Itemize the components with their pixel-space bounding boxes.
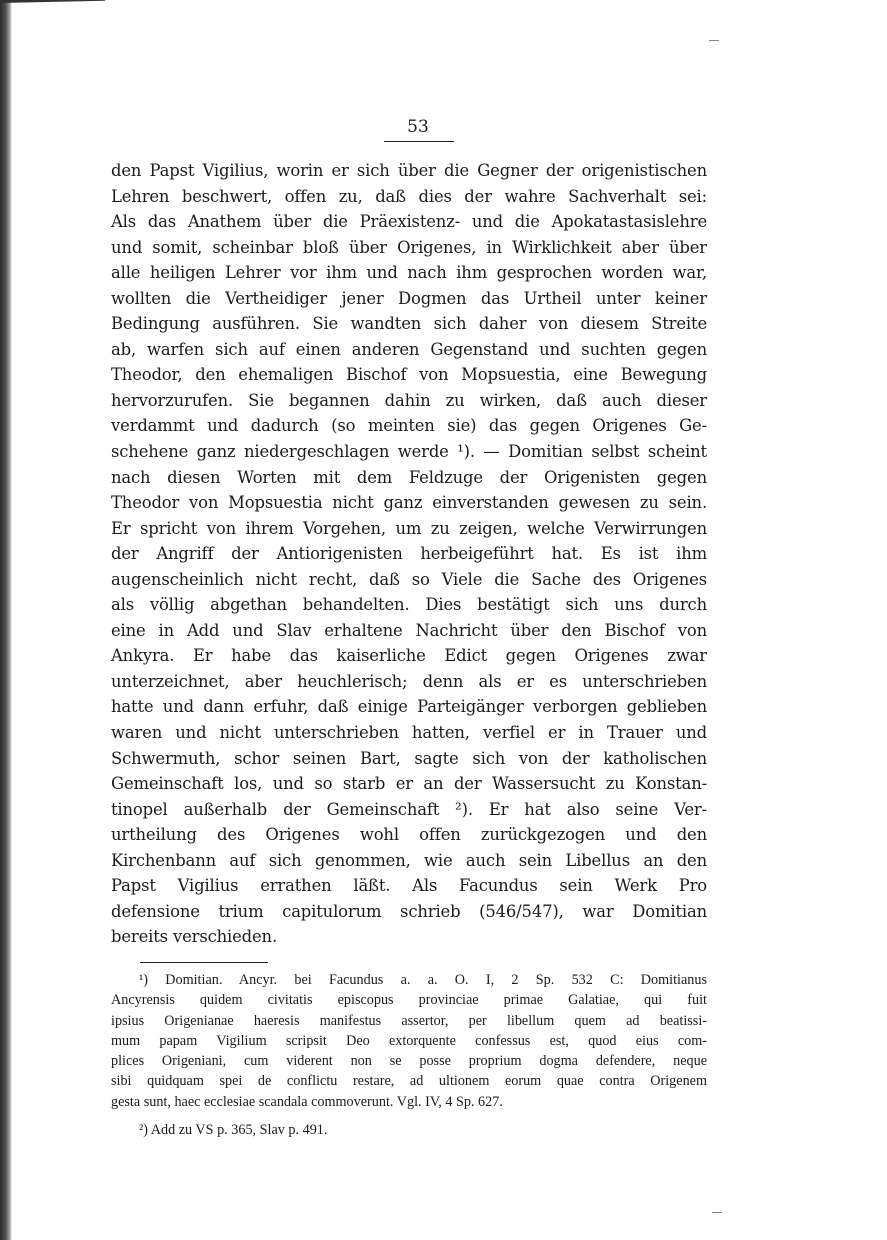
text-line: Gemeinschaft los, und so starb er an der Wassersucht zu Konstan- bbox=[111, 774, 707, 794]
footnote-line: Ancyrensis quidem civitatis episcopus provinciae primae Galatiae, qui fuit bbox=[111, 992, 707, 1009]
footnote-line: mum papam Vigilium scripsit Deo extorquente confessus est, quod eius com- bbox=[111, 1032, 707, 1049]
text-line: nach diesen Worten mit dem Feldzuge der Origenisten gegen bbox=[111, 467, 707, 487]
text-line: Theodor, den ehemaligen Bischof von Mopsuestia, eine Bewegung bbox=[111, 365, 707, 385]
scan-top-edge bbox=[0, 0, 105, 13]
scan-mark bbox=[709, 40, 719, 41]
body-text bbox=[111, 158, 707, 950]
page-number-rule bbox=[384, 141, 454, 142]
page-number: 53 bbox=[407, 117, 429, 137]
footnotes bbox=[111, 970, 707, 1140]
text-line: wollten die Vertheidiger jener Dogmen das Urtheil unter keiner bbox=[111, 288, 707, 308]
text-line: bereits verschieden. bbox=[111, 927, 278, 947]
text-line: und somit, scheinbar bloß über Origenes, in Wirklichkeit aber über bbox=[111, 237, 707, 257]
text-line: alle heiligen Lehrer vor ihm und nach ihm gesprochen worden war, bbox=[111, 263, 707, 283]
text-line: hervorzurufen. Sie begannen dahin zu wirken, daß auch dieser bbox=[111, 390, 707, 410]
footnote-line: plices Origeniani, cum viderent non se posse proprium dogma defendere, neque bbox=[111, 1053, 707, 1070]
text-line: eine in Add und Slav erhaltene Nachricht über den Bischof von bbox=[111, 620, 707, 640]
text-line: Theodor von Mopsuestia nicht ganz einverstanden gewesen zu sein. bbox=[111, 493, 707, 513]
text-line: Bedingung ausführen. Sie wandten sich daher von diesem Streite bbox=[111, 314, 707, 334]
text-line: der Angriff der Antiorigenisten herbeigeführt hat. Es ist ihm bbox=[111, 544, 707, 564]
text-line: Kirchenbann auf sich genommen, wie auch sein Libellus an den bbox=[111, 850, 707, 870]
text-line: schehene ganz niedergeschlagen werde ¹). — Domitian selbst scheint bbox=[111, 442, 707, 462]
text-line: Lehren beschwert, offen zu, daß dies der wahre Sachverhalt sei: bbox=[111, 186, 707, 206]
footnote-line: ¹) Domitian. Ancyr. bei Facundus a. a. O. I, 2 Sp. 532 C: Domitianus bbox=[139, 972, 707, 988]
footnote-line: sibi quidquam spei de conflictu restare, ad ultionem eorum quae contra Origenem bbox=[111, 1073, 707, 1090]
text-line: defensione trium capitulorum schrieb (546/547), war Domitian bbox=[111, 901, 707, 921]
footnote-1 bbox=[111, 970, 707, 1112]
text-line: Als das Anathem über die Präexistenz- und die Apokatastasislehre bbox=[111, 212, 707, 232]
footnote-line: ipsius Origenianae haeresis manifestus assertor, per libellum quem ad beatissi- bbox=[111, 1012, 707, 1029]
text-line: hatte und dann erfuhr, daß einige Parteigänger verborgen geblieben bbox=[111, 697, 707, 717]
text-line: tinopel außerhalb der Gemeinschaft ²). Er hat also seine Ver- bbox=[111, 799, 707, 819]
text-line: den Papst Vigilius, worin er sich über die Gegner der origenistischen bbox=[111, 161, 707, 180]
text-line: augenscheinlich nicht recht, daß so Viele die Sache des Origenes bbox=[111, 569, 707, 589]
footnote-separator bbox=[140, 962, 268, 963]
text-line: Ankyra. Er habe das kaiserliche Edict gegen Origenes zwar bbox=[111, 646, 707, 666]
text-line: ab, warfen sich auf einen anderen Gegenstand und suchten gegen bbox=[111, 339, 707, 359]
scan-left-edge bbox=[0, 0, 12, 1240]
text-line: verdammt und dadurch (so meinten sie) das gegen Origenes Ge- bbox=[111, 416, 707, 436]
text-line: Schwermuth, schor seinen Bart, sagte sich von der katholischen bbox=[111, 748, 707, 768]
footnote-2: ²) Add zu VS p. 365, Slav p. 491. bbox=[139, 1122, 328, 1139]
text-line: Er spricht von ihrem Vorgehen, um zu zeigen, welche Verwirrungen bbox=[111, 518, 707, 538]
text-line: unterzeichnet, aber heuchlerisch; denn als er es unterschrieben bbox=[111, 671, 707, 691]
text-line: waren und nicht unterschrieben hatten, verfiel er in Trauer und bbox=[111, 723, 707, 743]
text-line: urtheilung des Origenes wohl offen zurückgezogen und den bbox=[111, 825, 707, 845]
text-line: als völlig abgethan behandelten. Dies bestätigt sich uns durch bbox=[111, 595, 707, 615]
scan-mark bbox=[712, 1212, 722, 1213]
text-line: Papst Vigilius errathen läßt. Als Facundus sein Werk Pro bbox=[111, 876, 707, 896]
footnote-line: gesta sunt, haec ecclesiae scandala commoverunt. Vgl. IV, 4 Sp. 627. bbox=[111, 1093, 503, 1110]
